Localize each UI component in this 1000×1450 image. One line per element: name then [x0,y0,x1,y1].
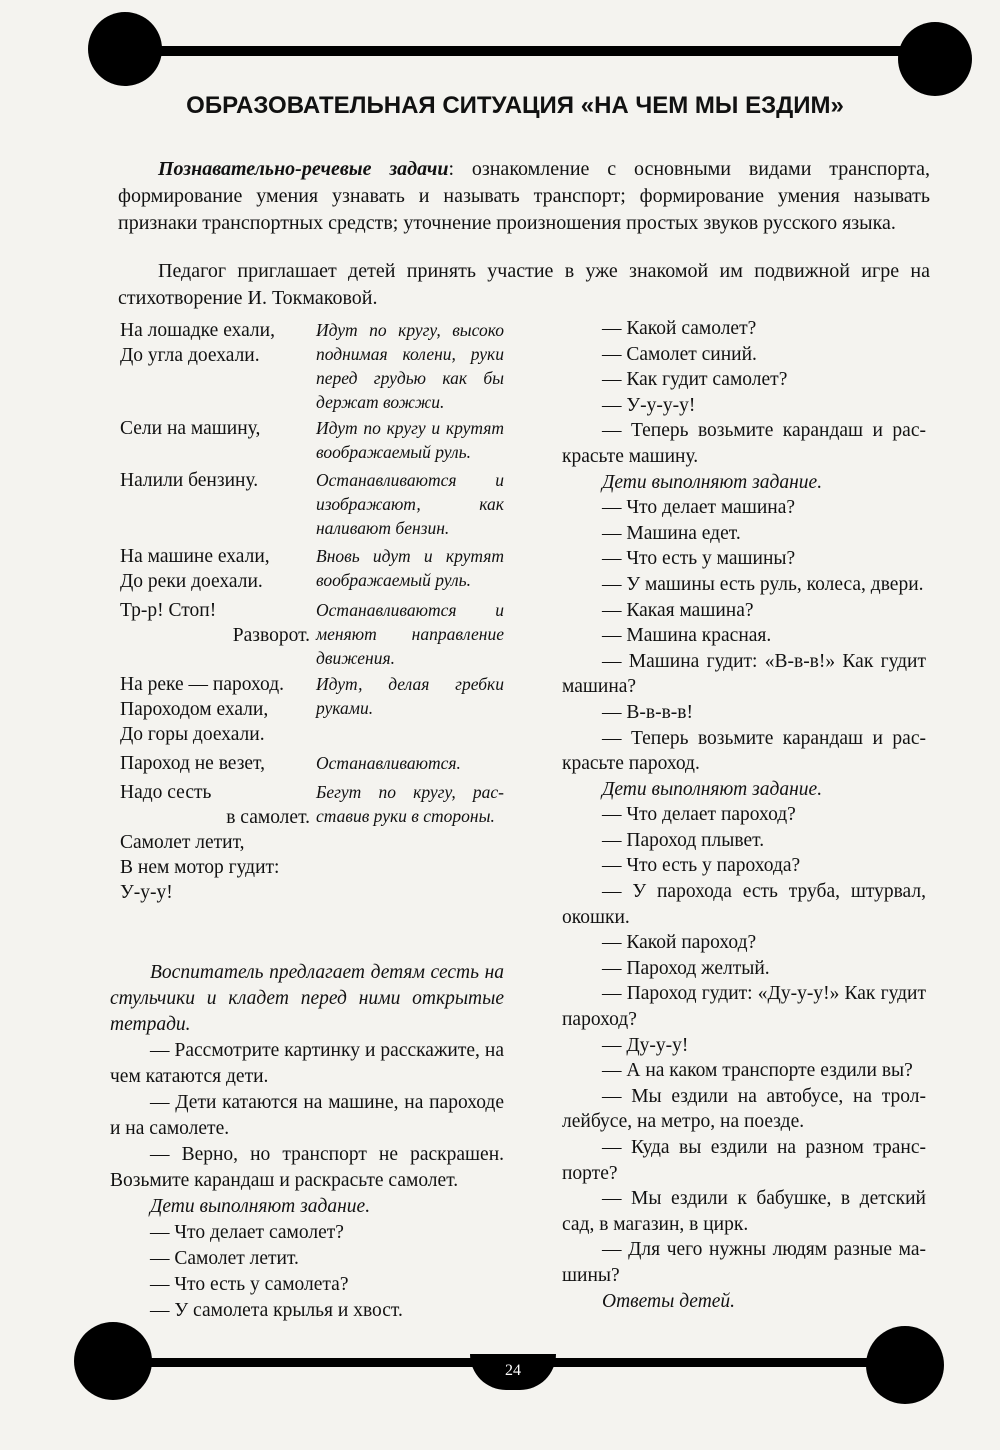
poem-action-note: Бегут по кругу, расставив руки в стороны. [316,782,504,826]
dialog-line: — Пароход плывет. [602,829,765,851]
dialog-line: — Пароход желтый. [602,957,770,979]
poem-line: У-у-у! [120,882,173,903]
poem-verse [120,468,316,540]
intro-text: : ознакомление с основными видами транспорта, формирование умения узнавать и называть транспорт; формирование умения называть признаки транспортных средств; уточнение произношения простых звуков русского языка. [118,158,930,234]
poem-table [120,318,510,905]
poem-line: До реки доехали. [120,571,263,592]
page-title: ОБРАЗОВАТЕЛЬНАЯ СИТУАЦИЯ «НА ЧЕМ МЫ ЕЗДИМ» [186,92,844,119]
dialog-line: — Для чего нужны людям разные машины? [562,1239,926,1286]
dialog-line: — Рассмотрите картинку и расскажите, на чем катаются дети. [110,1040,504,1087]
page-number: 24 [470,1354,556,1390]
bottom-left-dot [74,1322,152,1400]
poem-action-note: Идут по кругу и крутят воображаемый руль. [316,418,504,462]
poem-action-note: Идут, делая гребки руками. [316,674,504,718]
poem-line: Самолет летит, [120,832,245,853]
dialog-line: — Самолет синий. [602,343,757,365]
dialog-line: — Машина едет. [602,522,741,544]
poem-line: На лошадке ехали, [120,320,275,341]
poem-verse [120,598,316,670]
intro-paragraph-2 [118,258,930,312]
poem-action-note: Останавливаются и меняют направление движения. [316,600,504,668]
dialog-line: — У парохода есть труба, штурвал, окошки. [562,881,926,928]
dialog-line: — Ду-у-у! [602,1034,689,1056]
dialog-line: — Пароход гудит: «Ду-у-у!» Как гудит пароход? [562,983,926,1031]
dialog-line: — Куда вы ездили на разном транспорте? [562,1137,926,1184]
bottom-right-dot [866,1326,944,1404]
dialog-line: — Самолет летит. [150,1248,299,1269]
dialog-line: — У самолета крылья и хвост. [150,1300,403,1321]
dialog-line: — А на каком транспорте ездили вы? [602,1060,913,1082]
dialog-line: — Что делает пароход? [602,804,796,826]
poem-verse [120,416,316,464]
dialog-line: — Теперь возьмите карандаш и раскрасьте машину. [562,420,926,467]
dialog-line: — Как гудит самолет? [602,369,788,391]
top-rule [120,46,910,56]
intro-label: Познавательно-речевые задачи [158,158,449,180]
poem-row [120,416,510,464]
poem-row [120,544,510,594]
poem-line: В нем мотор гудит: [120,857,280,878]
poem-line: Налили бензину. [120,470,259,491]
stage-direction: Ответы детей. [602,1290,736,1312]
dialog-line: — У машины есть руль, колеса, двери. [602,573,924,595]
dialog-line: — У-у-у-у! [602,394,696,416]
left-column-dialog [110,960,504,1324]
poem-line: На машине ехали, [120,546,270,567]
dialog-line: — Что есть у машины? [602,548,796,570]
dialog-line: — Верно, но транспорт не раскрашен. Возьмите карандаш и раскрасьте самолет. [110,1144,504,1191]
poem-action-note: Вновь идут и крутят воображаемый руль. [316,546,504,590]
poem-line: Надо сесть [120,782,212,803]
poem-action-note: Останавливаются. [316,753,461,773]
dialog-line: — Машина красная. [602,625,772,647]
dialog-line: — Теперь возьмите карандаш и раскрасьте пароход. [562,727,926,775]
poem-verse [120,544,316,594]
poem-line: Сели на машину, [120,418,261,439]
dialog-line: — Машина гудит: «В-в-в!» Как гудит машина? [562,650,926,698]
stage-direction: Дети выполняют задание. [602,471,823,493]
right-column-dialog [562,316,926,1314]
poem-line: Пароход не везет, [120,753,265,774]
dialog-line: — Что есть у парохода? [602,855,801,877]
poem-row [120,672,510,747]
stage-direction: Дети выполняют задание. [602,778,823,800]
poem-row [120,780,510,905]
poem-row [120,598,510,670]
poem-action-note: Останавливаются и изображают, как наливают бензин. [316,470,504,538]
intro-para2-text: Педагог приглашает детей принять участие в уже знакомой им подвижной игре на стихотворение И. Токмаковой. [118,260,930,309]
poem-verse [120,318,316,414]
top-right-dot [898,22,972,96]
poem-line: Пароходом ехали, [120,699,269,720]
poem-verse [120,751,316,776]
poem-line: На реке — пароход. [120,674,285,695]
poem-row [120,751,510,776]
stage-direction: Воспитатель предлагает детям сесть на стульчики и кладет перед ними открытые тетради. [110,962,504,1035]
dialog-line: — Какая машина? [602,599,754,621]
poem-action-note: Идут по кругу, высоко поднимая колени, руки перед грудью как бы держат вожжи. [316,320,504,412]
top-left-dot [88,12,162,86]
dialog-line: — Что делает машина? [602,497,796,519]
dialog-line: — Какой самолет? [602,318,757,339]
poem-line: в самолет. [226,807,310,828]
poem-verse [120,672,316,747]
dialog-line: — Мы ездили на автобусе, на троллейбусе, на метро, на поезде. [562,1085,926,1133]
dialog-line: — Что делает самолет? [150,1222,344,1243]
dialog-line: — Дети катаются на машине, на пароходе и на самолете. [110,1092,504,1139]
intro-paragraph [118,156,930,237]
poem-row [120,468,510,540]
dialog-line: — Что есть у самолета? [150,1274,349,1295]
poem-line: До угла доехали. [120,345,260,366]
stage-direction: Дети выполняют задание. [150,1196,371,1217]
dialog-line: — Мы ездили к бабушке, в детский сад, в магазин, в цирк. [562,1188,926,1235]
poem-row [120,318,510,414]
poem-line: Разворот. [232,625,310,646]
dialog-line: — В-в-в-в! [602,701,693,723]
poem-line: До горы доехали. [120,724,265,745]
poem-verse [120,780,316,905]
dialog-line: — Какой пароход? [602,932,757,954]
poem-line: Тр-р! Стоп! [120,600,217,621]
